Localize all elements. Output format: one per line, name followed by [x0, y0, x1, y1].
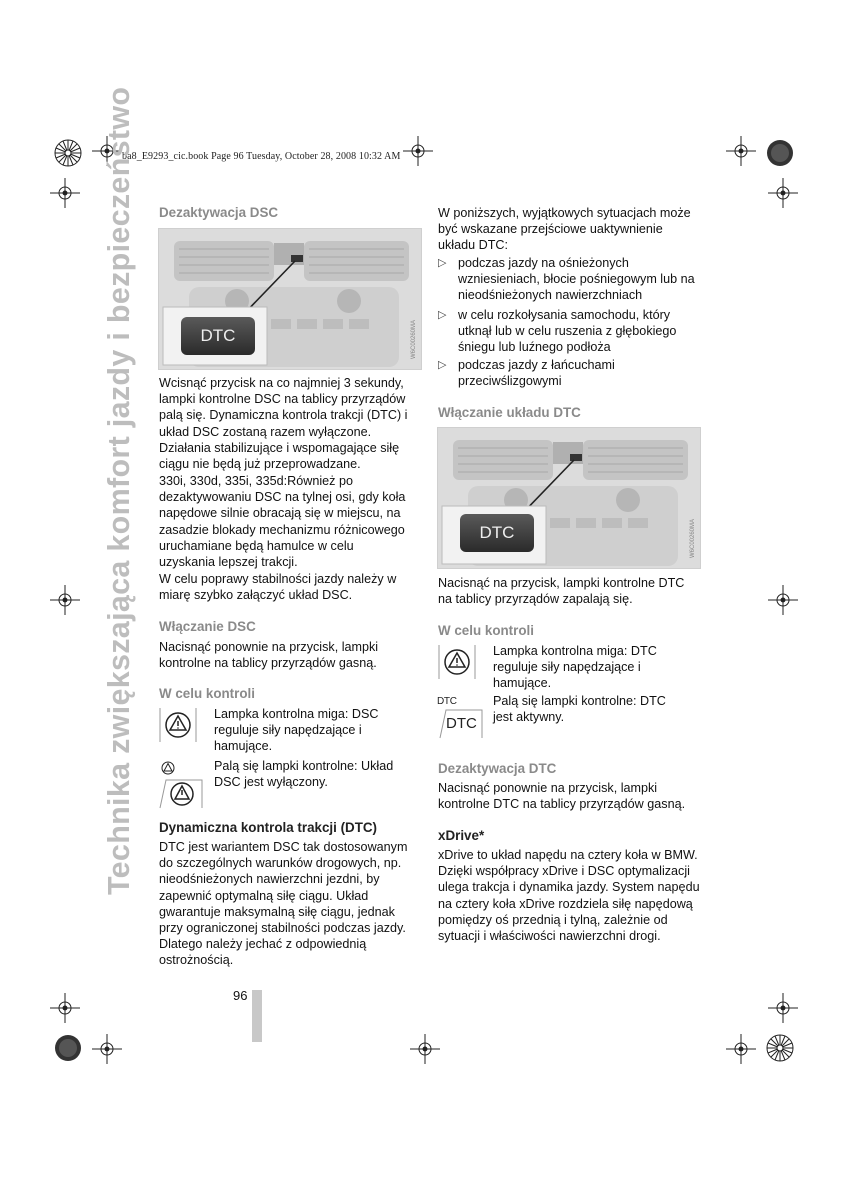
bullet-text: podczas jazdy na ośnieżonych wzniesieniach, błocie pośniegowym lub na nieodśnieżonych nawierzchniach: [458, 256, 695, 303]
left-para5: [159, 839, 417, 969]
crosshair-bottom-right: [726, 1034, 756, 1064]
crosshair-top-mid: [403, 136, 433, 166]
left-para1: [159, 375, 409, 472]
dashboard-photo-dtc: [437, 427, 701, 569]
chapter-side-title: Technika zwiększająca komfort jazdy i bezpieczeństwo: [102, 86, 136, 895]
left-para4: [159, 639, 409, 671]
bullet-triangle-icon: ▷: [438, 359, 447, 371]
print-header: ba8_E9293_cic.book Page 96 Tuesday, October 28, 2008 10:32 AM: [122, 151, 401, 162]
right-sec2-title: W celu kontroli: [438, 623, 534, 638]
dtc-small-label-icon: DTC: [437, 696, 457, 707]
dtc-active-icon: [438, 708, 484, 740]
right-sec4-title: xDrive*: [438, 828, 485, 843]
crosshair-left-top: [50, 178, 80, 208]
para4-text: Nacisnąć ponownie na przycisk, lampki kontrolne na tablicy przyrządów gasną.: [159, 640, 379, 671]
crosshair-right-mid: [768, 585, 798, 615]
right-para2: [438, 780, 700, 812]
registration-mark-top-right: [758, 131, 802, 175]
bullet-1: [438, 255, 706, 304]
para2-text: 330i, 330d, 335i, 335d:Również po dezaktywowaniu DSC na tylnej osi, gdy koła napędowe silnie obracają się w miejscu, na zasadzie blokady mechanizmu różnicowego uruchamiane będą hamulce w celu uzyskania lepszej trakcji.: [159, 474, 406, 570]
right-sec1-title: Włączanie układu DTC: [438, 405, 581, 420]
crosshair-right-top: [768, 178, 798, 208]
crosshair-left-bottom: [50, 993, 80, 1023]
crosshair-left-mid: [50, 585, 80, 615]
left-ctrl2: Palą się lampki kontrolne: Układ DSC jest wyłączony.: [214, 759, 394, 790]
para1-text: Nacisnąć na przycisk, lampki kontrolne DTC na tablicy przyrządów zapalają się.: [438, 576, 685, 607]
dsc-warning-blink-icon: [158, 706, 198, 744]
registration-mark-top-left: [46, 131, 90, 175]
intro-text: W poniższych, wyjątkowych sytuacjach może być wskazane przejściowe uaktywnienie układu DTC:: [438, 206, 691, 253]
para2-text: Nacisnąć ponownie na przycisk, lampki kontrolne DTC na tablicy przyrządów gasną.: [438, 781, 686, 812]
left-para2: [159, 473, 409, 570]
left-para3: [159, 571, 409, 603]
para5-text: DTC jest wariantem DSC tak dostosowanym do szczególnych warunków drogowych, np. nieodśnieżonych nawierzchni jezdni, by zapewnić optymalną siłę ciągu. Układ gwarantuje maksymalną siłę ciągu, jednak przy ograniczonej stabilności podczas jazdy. Dlatego należy jechać z odpowiednią ostrożnością.: [159, 840, 408, 968]
right-para3: [438, 847, 700, 944]
left-sec4-title: Dynamiczna kontrola trakcji (DTC): [159, 820, 378, 835]
left-sec2-title: Włączanie DSC: [159, 619, 256, 634]
bullet-text: w celu rozkołysania samochodu, który utknął lub w celu ruszenia z głębokiego śniegu lub luźnego podłoża: [458, 308, 677, 355]
registration-mark-bottom-left: [46, 1026, 90, 1070]
crosshair-top-right: [726, 136, 756, 166]
dashboard-photo-dsc: [158, 228, 422, 370]
para3-text: xDrive to układ napędu na cztery koła w BMW. Dzięki współpracy xDrive i DSC optymalizacji ulega trakcja i dynamika jazdy. System napędu na cztery koła xDrive rozdziela siłę napędową pomiędzy oś przednią i tylną, zależnie od sytuacji i właściwości nawierzchni drogi.: [438, 848, 700, 944]
page-number: 96: [233, 988, 248, 1003]
bullet-triangle-icon: ▷: [438, 257, 447, 269]
crosshair-bottom-mid: [410, 1034, 440, 1064]
right-para1: [438, 575, 700, 607]
left-sec3-title: W celu kontroli: [159, 686, 255, 701]
dtc-active-icon-label: DTC: [446, 715, 477, 732]
page-tab-bar: [252, 990, 262, 1042]
dsc-off-icon: [158, 778, 204, 810]
dsc-small-icon: [159, 760, 177, 776]
photo-code: W6C00260MA: [690, 518, 696, 558]
para1-text: Wcisnąć przycisk na co najmniej 3 sekundy, lampki kontrolne DSC na tablicy przyrządów palą się. Dynamiczna kontrola trakcji (DTC) i układ DSC zostaną razem wyłączone. Działania stabilizujące i wspomagające siłę ciągu nie będą już przeprowadzane.: [159, 376, 408, 472]
right-ctrl1: Lampka kontrolna miga: DTC reguluje siły napędzające i hamujące.: [493, 644, 657, 691]
para3-text: W celu poprawy stabilności jazdy należy w miarę szybko załączyć układ DSC.: [159, 572, 397, 603]
bullet-2: [438, 307, 706, 356]
right-sec3-title: Dezaktywacja DTC: [438, 761, 557, 776]
right-intro: [438, 205, 700, 254]
crosshair-right-bottom: [768, 993, 798, 1023]
dtc-button-image: DTC: [460, 514, 534, 552]
dtc-button-image: DTC: [181, 317, 255, 355]
bullet-3: [438, 357, 706, 389]
right-ctrl2: Palą się lampki kontrolne: DTC jest aktywny.: [493, 694, 666, 725]
bullet-triangle-icon: ▷: [438, 309, 447, 321]
dtc-warning-blink-icon: [437, 643, 477, 681]
registration-mark-bottom-right: [758, 1026, 802, 1070]
crosshair-bottom-left: [92, 1034, 122, 1064]
bullet-text: podczas jazdy z łańcuchami przeciwślizgowymi: [458, 358, 615, 389]
left-sec1-title: Dezaktywacja DSC: [159, 205, 279, 220]
photo-code: W6C00260MA: [411, 319, 417, 359]
left-ctrl1: Lampka kontrolna miga: DSC reguluje siły napędzające i hamujące.: [214, 707, 379, 754]
